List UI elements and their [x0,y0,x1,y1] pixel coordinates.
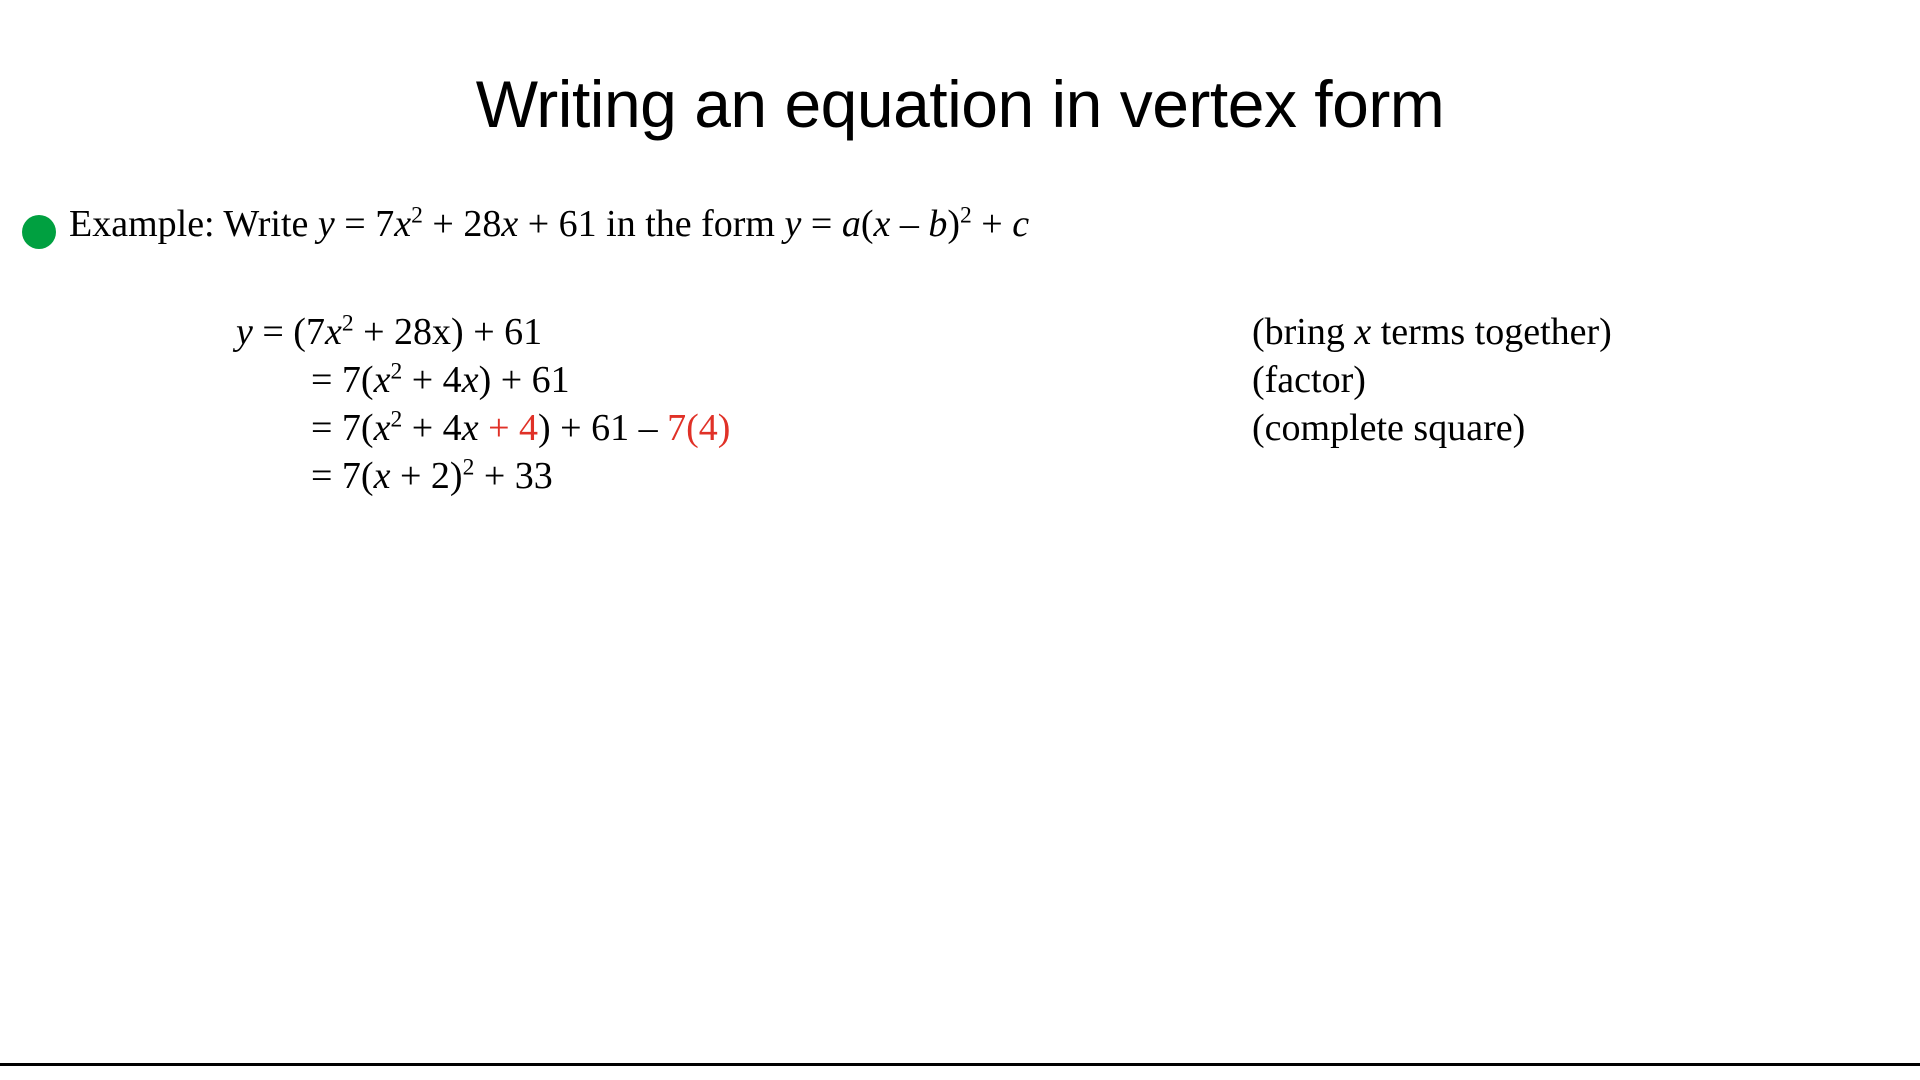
example-bullet [22,202,1030,249]
page-title: Writing an equation in vertex form [475,67,1445,141]
work-line-4 [236,454,1836,502]
bullet-dot-icon [22,215,56,249]
equation-target: y = a(x – b)$^2$ + c [784,202,1030,245]
work-expression-3: = $7(x^2 + 4x + 4) + 61 - 7(4)$ [311,406,731,449]
work-expression-1: $y = (7x^2 + 28x) + 61$ [236,310,543,353]
work-expression-4: = $7(x + 2)^2 + 33$ [311,454,553,497]
highlight-seven-times-four: 7(4) [667,407,731,449]
example-middle: in the form [596,203,785,245]
worked-solution [236,310,1836,502]
work-annotation-1: (bring x terms together) [1252,311,1612,353]
work-line-2 [236,358,1836,406]
work-expression-2: = $7(x^2 + 4x) + 61$ [311,358,570,401]
work-annotation-3: (complete square) [1252,407,1526,449]
work-line-3 [236,406,1836,454]
example-bullet-text [69,202,1030,245]
equation-source: $y = 7x^2 + 28x + 61$ [317,202,597,245]
example-prefix: Example: Write [69,203,318,245]
highlight-add-four: + 4 [488,407,538,449]
work-annotation-2: (factor) [1252,359,1366,401]
bottom-divider [0,1063,1920,1066]
